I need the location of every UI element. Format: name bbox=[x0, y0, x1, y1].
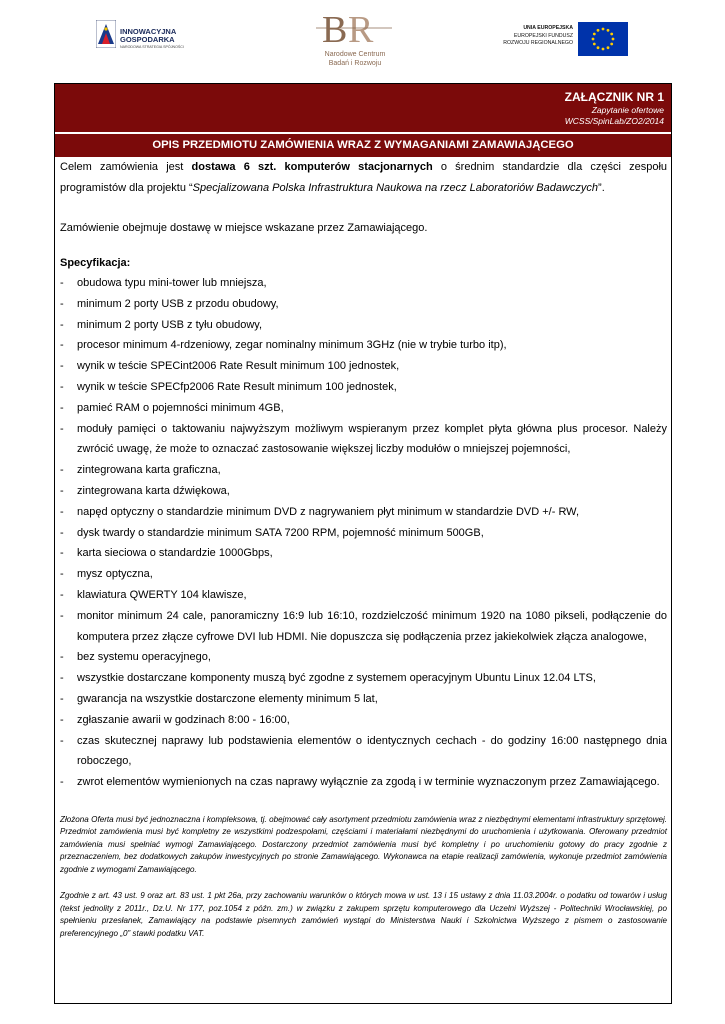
list-dash: - bbox=[60, 692, 64, 705]
innovative-economy-logo bbox=[96, 18, 226, 56]
document-content bbox=[60, 157, 667, 940]
spec-item-text: bez systemu operacyjnego, bbox=[77, 651, 211, 664]
spec-item bbox=[60, 647, 667, 668]
spec-item bbox=[60, 419, 667, 461]
ncbr-line2: Badań i Rozwoju bbox=[328, 60, 382, 67]
list-dash: - bbox=[60, 484, 64, 497]
spec-item-text: monitor minimum 24 cale, panoramiczny 16:9 lub 16:10, rozdzielczość minimum 1920 na 1080 pikseli, podłączenie do komputera przez złącze cyfrowe DVI lub HDMI. Nie dopuszcza się podłączenia przez jakiekolwiek złącza analogowe, bbox=[77, 609, 667, 643]
spec-item bbox=[60, 564, 667, 585]
eu-line2: EUROPEJSKI FUNDUSZ bbox=[513, 32, 573, 39]
spec-item bbox=[60, 731, 667, 773]
spec-item-text: zintegrowana karta dźwiękowa, bbox=[77, 484, 230, 497]
vat-note: Zgodnie z art. 43 ust. 9 oraz art. 83 ust. 1 pkt 26a, przy zachowaniu warunków o których mowa w ust. 13 i 15 ustawy z dnia 11.03.2004r. o podatku od towarów i usług (tekst jednolity z 2011r., Dz.U. Nr 177, poz.1054 z późn. zm.) w związku z zakupem sprzętu komputerowego dla Uczelni Wyższej - Politechniki Wrocławskiej, po spełnieniu przesłanek, Zamawiający na podstawie pisemnych zamówień wystąpi do Ministerstwa Nauki i Szkolnictwa Wyższego z pismem o zastosowanie preferencyjnego „0” stawki podatku VAT. bbox=[60, 891, 667, 938]
spec-heading: Specyfikacja: bbox=[60, 256, 131, 269]
spec-item bbox=[60, 710, 667, 731]
spec-item bbox=[60, 335, 667, 356]
spec-item bbox=[60, 502, 667, 523]
intro-text-c: ”. bbox=[598, 181, 605, 194]
list-dash: - bbox=[60, 464, 64, 477]
intro-text-b: o średnim standardzie dla części zespołu programistów dla projektu “ bbox=[60, 161, 668, 194]
spec-item-text: minimum 2 porty USB z przodu obudowy, bbox=[77, 297, 279, 310]
spec-item bbox=[60, 273, 667, 294]
attachment-header bbox=[55, 84, 671, 132]
list-dash: - bbox=[60, 588, 64, 601]
spec-item-text: zwrot elementów wymienionych na czas naprawy wyłącznie za zgodą i w terminie wyznaczonym przez Zamawiającego. bbox=[77, 776, 660, 789]
spec-item bbox=[60, 543, 667, 564]
eu-line3: ROZWOJU REGIONALNEGO bbox=[503, 40, 573, 47]
list-dash: - bbox=[60, 297, 64, 310]
spec-item bbox=[60, 689, 667, 710]
spec-item-text: minimum 2 porty USB z tyłu obudowy, bbox=[77, 318, 263, 331]
attachment-subtitle: Zapytanie ofertowe bbox=[591, 105, 664, 115]
spec-item-text: karta sieciowa o standardzie 1000Gbps, bbox=[77, 547, 273, 560]
list-dash: - bbox=[60, 339, 64, 352]
document-frame bbox=[54, 83, 672, 1004]
list-dash: - bbox=[60, 422, 64, 435]
spec-item-text: wynik w teście SPECint2006 Rate Result minimum 100 jednostek, bbox=[77, 360, 400, 373]
spec-item-text: wynik w teście SPECfp2006 Rate Result minimum 100 jednostek, bbox=[77, 380, 397, 393]
list-dash: - bbox=[60, 651, 64, 664]
list-dash: - bbox=[60, 360, 64, 373]
spec-item bbox=[60, 606, 667, 648]
attachment-title: ZAŁĄCZNIK NR 1 bbox=[564, 90, 664, 104]
innovative-economy-flag-icon bbox=[96, 20, 116, 48]
spec-item bbox=[60, 460, 667, 481]
ncbr-line1: Narodowe Centrum bbox=[324, 51, 386, 58]
innovative-economy-line1: INNOWACYJNA bbox=[120, 27, 177, 36]
list-dash: - bbox=[60, 380, 64, 393]
spec-item-text: klawiatura QWERTY 104 klawisze, bbox=[77, 588, 247, 601]
list-dash: - bbox=[60, 609, 64, 622]
innovative-economy-subtitle: NARODOWA STRATEGIA SPÓJNOŚCI bbox=[120, 45, 184, 49]
eu-logo bbox=[470, 22, 630, 58]
spec-item bbox=[60, 356, 667, 377]
spec-item-text: pamieć RAM o pojemności minimum 4GB, bbox=[77, 401, 284, 414]
spec-item bbox=[60, 315, 667, 336]
intro-project-name: Specjalizowana Polska Infrastruktura Naukowa na rzecz Laboratoriów Badawczych bbox=[192, 181, 599, 194]
list-dash: - bbox=[60, 401, 64, 414]
list-dash: - bbox=[60, 277, 64, 289]
spec-item bbox=[60, 481, 667, 502]
list-dash: - bbox=[60, 526, 64, 539]
intro-text-a: Celem zamówienia jest bbox=[60, 161, 192, 173]
spec-item bbox=[60, 398, 667, 419]
spec-item-text: gwarancja na wszystkie dostarczone elementy minimum 5 lat, bbox=[77, 692, 378, 705]
spec-item bbox=[60, 523, 667, 544]
list-dash: - bbox=[60, 568, 64, 581]
intro-bold: dostawa 6 szt. komputerów stacjonarnych bbox=[191, 161, 433, 173]
ncbr-br-monogram-icon bbox=[314, 8, 394, 48]
spec-item-text: procesor minimum 4-rdzeniowy, zegar nominalny minimum 3GHz (nie w trybie turbo itp), bbox=[77, 339, 507, 352]
list-dash: - bbox=[60, 713, 64, 726]
spec-item-text: napęd optyczny o standardzie minimum DVD z nagrywaniem płyt minimum w standardzie DVD +/- RW, bbox=[77, 505, 580, 518]
spec-item bbox=[60, 294, 667, 315]
list-dash: - bbox=[60, 318, 64, 331]
list-dash: - bbox=[60, 505, 64, 518]
eu-line1: UNIA EUROPEJSKA bbox=[523, 25, 573, 31]
document-title: OPIS PRZEDMIOTU ZAMÓWIENIA WRAZ Z WYMAGANIAMI ZAMAWIAJĄCEGO bbox=[55, 133, 671, 157]
spec-item-text: mysz optyczna, bbox=[77, 568, 153, 581]
spec-item-text: obudowa typu mini-tower lub mniejsza, bbox=[77, 277, 267, 289]
spec-item-text: czas skutecznej naprawy lub podstawienia elementów o identycznych cechach - do godziny 16:00 następnego dnia roboczego, bbox=[77, 734, 667, 768]
list-dash: - bbox=[60, 776, 64, 789]
eu-flag-icon bbox=[578, 22, 628, 56]
list-dash: - bbox=[60, 734, 64, 747]
spec-item-text: moduły pamięci o taktowaniu najwyższym możliwym wspieranym przez komplet płyta główna plus procesor. Należy zwrócić uwagę, że może to oznaczać zastosowanie większej liczby modułów o mniejszej pojemności, bbox=[77, 422, 667, 456]
offer-note: Złożona Oferta musi być jednoznaczna i kompleksowa, tj. obejmować cały asortyment przedmiotu zamówienia wraz z niezbędnymi elementami infrastruktury sprzętowej. Przedmiot zamówienia musi być kompletny ze wszystkimi podzespołami, częściami i materiałami niezbędnymi do uruchomienia i użytkowania. Oferowany przedmiot zamówienia musi spełniać wymogi Zamawiającego. Dostarczony przedmiot zamówienia musi być kompletny i po uruchomieniu gotowy do pracy zgodnie z przeznaczeniem, bez dodatkowych zakupów inwestycyjnych po stronie Zamawiającego. Wykonawca na etapie realizacji zamówienia, wykonuje przedmiot zamówienia zgodnie z wymogami Zamawiającego. bbox=[60, 814, 667, 874]
intro-paragraph bbox=[60, 157, 667, 198]
spec-item-text: zgłaszanie awarii w godzinach 8:00 - 16:00, bbox=[77, 713, 290, 726]
spec-item bbox=[60, 668, 667, 689]
spec-item bbox=[60, 772, 667, 793]
delivery-paragraph: Zamówienie obejmuje dostawę w miejsce wskazane przez Zamawiającego. bbox=[60, 222, 428, 234]
spec-item bbox=[60, 377, 667, 398]
spec-item-text: zintegrowana karta graficzna, bbox=[77, 464, 221, 477]
spec-item bbox=[60, 585, 667, 606]
svg-text:R: R bbox=[348, 9, 374, 48]
logo-bar bbox=[0, 0, 725, 82]
spec-list bbox=[60, 273, 667, 793]
svg-text:B: B bbox=[322, 9, 348, 48]
ncbr-logo bbox=[300, 8, 410, 74]
spec-item-text: wszystkie dostarczane komponenty muszą być zgodne z systemem operacyjnym Ubuntu Linux 12.04 LTS, bbox=[77, 672, 596, 685]
list-dash: - bbox=[60, 672, 64, 685]
spec-item-text: dysk twardy o standardzie minimum SATA 7200 RPM, pojemność minimum 500GB, bbox=[77, 526, 484, 539]
innovative-economy-line2: GOSPODARKA bbox=[120, 35, 175, 44]
list-dash: - bbox=[60, 547, 64, 560]
attachment-reference: WCSS/SpinLab/ZO2/2014 bbox=[564, 116, 664, 126]
